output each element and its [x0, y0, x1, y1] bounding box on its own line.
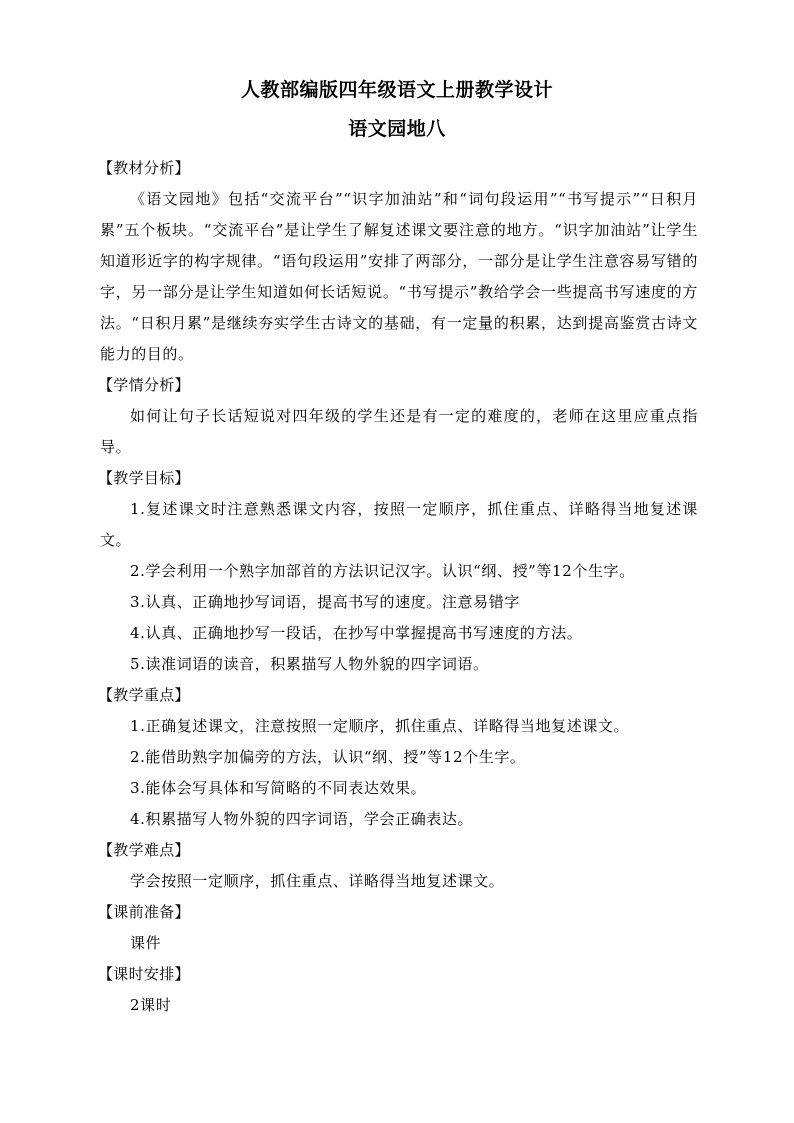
list-item: 4.认真、正确地抄写一段话，在抄写中掌握提高书写速度的方法。: [130, 624, 583, 642]
document-title: 人教部编版四年级语文上册教学设计: [240, 79, 553, 101]
section-heading: 【教学难点】: [98, 841, 190, 859]
section-teaching-key-points: [100, 680, 698, 835]
list-item: 4.积累描写人物外貌的四字词语，学会正确表达。: [130, 810, 474, 828]
section-heading: 【课前准备】: [98, 903, 190, 921]
paragraph: 学会按照一定顺序，抓住重点、详略得当地复述课文。: [130, 872, 505, 890]
section-heading: 【教学重点】: [98, 686, 190, 704]
section-heading: 【课时安排】: [98, 965, 190, 983]
section-schedule: [100, 959, 698, 1021]
paragraph: 2课时: [130, 996, 172, 1014]
section-preparation: [100, 897, 698, 959]
list-item: 3.认真、正确地抄写词语，提高书写的速度。注意易错字: [130, 593, 520, 611]
section-heading: 【学情分析】: [98, 376, 190, 394]
section-heading: 【教学目标】: [98, 469, 190, 487]
section-teaching-objectives: [100, 463, 698, 680]
list-item: 3.能体会写具体和写简略的不同表达效果。: [130, 779, 427, 797]
section-teaching-difficulties: [100, 835, 698, 897]
list-item: 2.能借助熟字加偏旁的方法，认识“纲、授”等12个生字。: [130, 748, 526, 766]
document-body: [100, 153, 698, 1021]
paragraph: 《语文园地》包括“交流平台”“识字加油站”和“词句段运用”“书写提示”“日积月累”五个板块。“交流平台”是让学生了解复述课文要注意的地方。“识字加油站”让学生知道形近字的构字规律。“语句段运用”安排了两部分，一部分是让学生注意容易写错的字，另一部分是让学生知道如何长话短说。“书写提示”教给学会一些提高书写速度的方法。“日积月累”是继续夯实学生古诗文的基础，有一定量的积累，达到提高鉴赏古诗文能力的目的。: [100, 190, 698, 363]
section-textbook-analysis: [100, 153, 698, 370]
document-subtitle: 语文园地八: [348, 118, 446, 140]
list-item: 5.读准词语的读音，积累描写人物外貌的四字词语。: [130, 655, 489, 673]
list-item: 2.学会利用一个熟字加部首的方法识记汉字。认识“纲、授”等12个生字。: [130, 562, 635, 580]
section-heading: 【教材分析】: [98, 159, 190, 177]
section-student-analysis: [100, 370, 698, 463]
paragraph: 如何让句子长话短说对四年级的学生还是有一定的难度的，老师在这里应重点指导。: [100, 407, 698, 456]
list-item: 1.复述课文时注意熟悉课文内容，按照一定顺序，抓住重点、详略得当地复述课文。: [100, 500, 698, 549]
paragraph: 课件: [130, 934, 162, 952]
list-item: 1.正确复述课文，注意按照一定顺序，抓住重点、详略得当地复述课文。: [130, 717, 630, 735]
